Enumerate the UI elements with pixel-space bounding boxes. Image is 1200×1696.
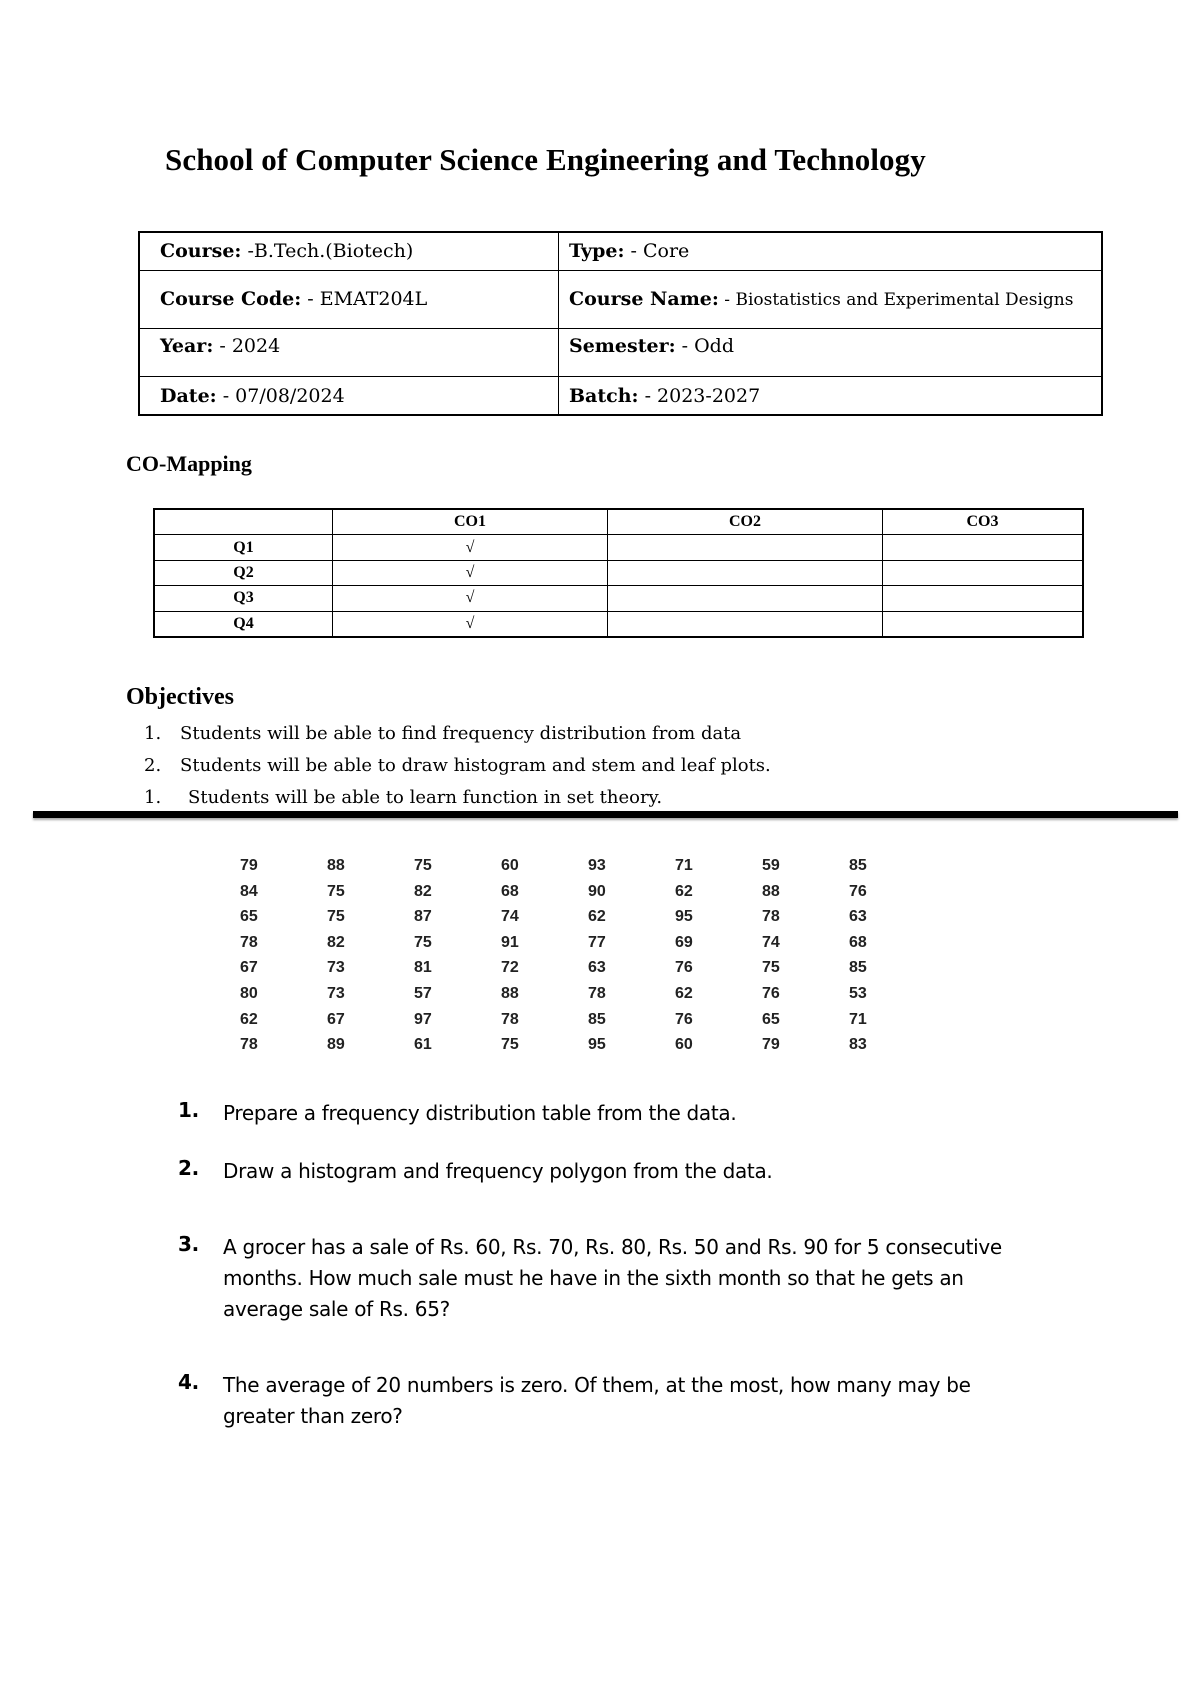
data-value: 71: [675, 857, 693, 874]
course-code-value: - EMAT204L: [301, 288, 428, 311]
data-value: 78: [240, 1036, 258, 1054]
course-info-table: [138, 231, 1103, 416]
co-row-label: Q1: [154, 535, 333, 560]
data-value: 97: [414, 1010, 432, 1028]
data-value: 93: [588, 857, 606, 874]
objective-number: 1.: [144, 787, 162, 808]
co1-check: √: [333, 560, 608, 585]
objective-text: Students will be able to draw histogram and stem and leaf plots.: [180, 755, 771, 776]
course-value: -B.Tech.(Biotech): [241, 240, 414, 263]
data-value: 76: [675, 959, 693, 977]
co2-cell: [608, 560, 883, 585]
co2-cell: [608, 611, 883, 637]
year-cell: [139, 328, 559, 377]
co-header-blank: [154, 509, 333, 535]
course-code-cell: [139, 270, 559, 328]
course-name-value: - Biostatistics and Experimental Designs: [718, 290, 1074, 311]
data-value: 79: [762, 1036, 780, 1054]
type-cell: [559, 232, 1103, 270]
data-value: 88: [762, 882, 780, 900]
data-value: 63: [588, 959, 606, 977]
type-label: Type:: [569, 240, 625, 263]
data-value: 73: [327, 984, 345, 1002]
data-value: 89: [327, 1036, 345, 1054]
data-value: 62: [588, 908, 606, 926]
data-value: 78: [588, 984, 606, 1002]
data-value: 81: [414, 959, 432, 977]
data-value: 91: [501, 933, 519, 951]
data-value: 88: [327, 857, 345, 874]
data-value: 82: [327, 933, 345, 951]
data-value: 59: [762, 857, 780, 874]
data-value: 62: [675, 882, 693, 900]
co-row-label: Q3: [154, 586, 333, 611]
data-value: 75: [501, 1036, 519, 1054]
data-value: 74: [501, 908, 519, 926]
data-value: 78: [240, 933, 258, 951]
data-value: 76: [762, 984, 780, 1002]
course-code-label: Course Code:: [160, 288, 302, 311]
data-value: 84: [240, 882, 258, 900]
batch-label: Batch:: [569, 384, 639, 407]
data-value: 63: [849, 908, 867, 926]
objective-text: Students will be able to learn function in set theory.: [188, 787, 663, 808]
data-value: 75: [414, 857, 432, 874]
co-header-co1: CO1: [333, 509, 608, 535]
data-value: 68: [501, 882, 519, 900]
page-title: School of Computer Science Engineering and Technology: [165, 142, 926, 177]
semester-cell: [559, 328, 1103, 377]
data-value: 72: [501, 959, 519, 977]
course-label: Course:: [160, 240, 242, 263]
year-label: Year:: [160, 334, 214, 357]
question-number: 1.: [178, 1098, 199, 1122]
co1-check: √: [333, 535, 608, 560]
batch-value: - 2023-2027: [638, 384, 761, 407]
date-value: - 07/08/2024: [216, 384, 345, 407]
co-header-co3: CO3: [883, 509, 1084, 535]
data-value: 60: [501, 857, 519, 874]
data-value: 75: [327, 882, 345, 900]
question-number: 2.: [178, 1156, 199, 1180]
data-value: 73: [327, 959, 345, 977]
co3-cell: [883, 586, 1084, 611]
data-value: 85: [588, 1010, 606, 1028]
data-value: 78: [501, 1010, 519, 1028]
data-value: 75: [414, 933, 432, 951]
data-value: 71: [849, 1010, 867, 1028]
co-row-q3: [154, 586, 1083, 611]
co2-cell: [608, 535, 883, 560]
objective-text: Students will be able to find frequency distribution from data: [180, 723, 742, 744]
question-text: A grocer has a sale of Rs. 60, Rs. 70, Rs. 80, Rs. 50 and Rs. 90 for 5 consecutive months. How much sale must he have in the sixth month so that he gets an average sale of Rs. 65?: [223, 1235, 1002, 1321]
objectives-heading: Objectives: [126, 684, 234, 710]
data-value: 95: [675, 908, 693, 926]
data-value: 76: [675, 1010, 693, 1028]
question-text: Draw a histogram and frequency polygon from the data.: [223, 1159, 773, 1183]
data-value: 87: [414, 908, 432, 926]
date-cell: [139, 377, 559, 415]
co-row-q2: [154, 560, 1083, 585]
question-text: Prepare a frequency distribution table from the data.: [223, 1101, 737, 1125]
type-value: - Core: [624, 240, 690, 263]
data-value: 62: [675, 984, 693, 1002]
data-value: 75: [327, 908, 345, 926]
data-value: 74: [762, 933, 780, 951]
question-text: The average of 20 numbers is zero. Of them, at the most, how many may be greater than zero?: [223, 1373, 971, 1428]
data-value: 65: [240, 908, 258, 926]
data-value: 90: [588, 882, 606, 900]
data-value: 95: [588, 1036, 606, 1054]
data-value: 67: [327, 1010, 345, 1028]
course-cell: [139, 232, 559, 270]
data-value: 65: [762, 1010, 780, 1028]
course-name-cell: [559, 270, 1103, 328]
data-value: 85: [849, 857, 867, 874]
objective-number: 2.: [144, 755, 162, 776]
data-value: 69: [675, 933, 693, 951]
data-value: 61: [414, 1036, 432, 1054]
data-value: 67: [240, 959, 258, 977]
co-mapping-heading: CO-Mapping: [126, 451, 252, 476]
data-value: 80: [240, 984, 258, 1002]
data-value: 77: [588, 933, 606, 951]
objective-number: 1.: [144, 723, 162, 744]
co-header-co2: CO2: [608, 509, 883, 535]
co-row-label: Q4: [154, 611, 333, 637]
co-row-q1: [154, 535, 1083, 560]
co-mapping-table: [153, 508, 1084, 638]
co-header-row: [154, 509, 1083, 535]
question-number: 3.: [178, 1232, 199, 1256]
co3-cell: [883, 560, 1084, 585]
data-value: 83: [849, 1036, 867, 1054]
batch-cell: [559, 377, 1103, 415]
section-divider: [33, 811, 1178, 818]
question-number: 4.: [178, 1370, 199, 1394]
co3-cell: [883, 611, 1084, 637]
co3-cell: [883, 535, 1084, 560]
co1-check: √: [333, 611, 608, 637]
co-row-q4: [154, 611, 1083, 637]
data-value: 79: [240, 857, 258, 874]
semester-label: Semester:: [569, 334, 676, 357]
date-label: Date:: [160, 384, 217, 407]
data-value: 60: [675, 1036, 693, 1054]
semester-value: - Odd: [675, 334, 734, 357]
co2-cell: [608, 586, 883, 611]
data-value: 76: [849, 882, 867, 900]
co1-check: √: [333, 586, 608, 611]
data-value: 68: [849, 933, 867, 951]
data-value: 88: [501, 984, 519, 1002]
year-value: - 2024: [213, 334, 281, 357]
data-value: 82: [414, 882, 432, 900]
co-row-label: Q2: [154, 560, 333, 585]
data-value: 57: [414, 984, 432, 1002]
data-value: 78: [762, 908, 780, 926]
data-value: 53: [849, 984, 867, 1002]
course-name-label: Course Name:: [569, 288, 719, 311]
data-value: 75: [762, 959, 780, 977]
data-value: 85: [849, 959, 867, 977]
data-value: 62: [240, 1010, 258, 1028]
